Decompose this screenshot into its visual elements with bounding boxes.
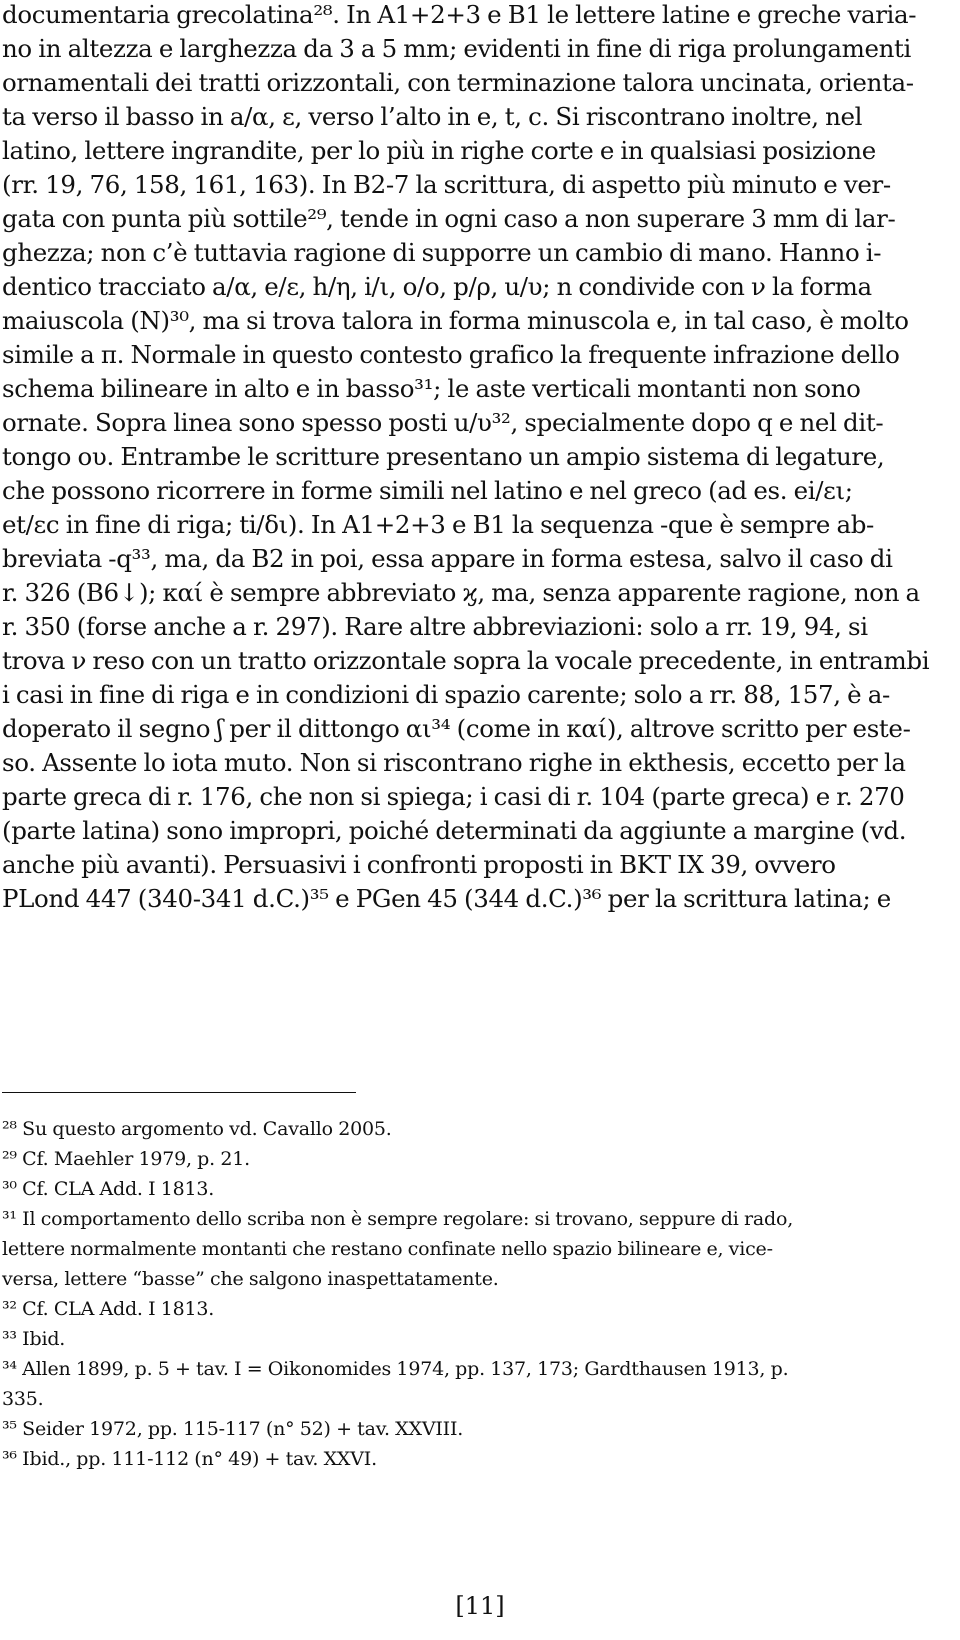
body-line: anche più avanti). Persuasivi i confronti proposti in BKT IX 39, ovvero [2,850,836,879]
footnote-line: ³⁴ Allen 1899, p. 5 + tav. I = Oikonomides 1974, pp. 137, 173; Gardthausen 1913, p. [2,1358,789,1380]
body-line: i casi in fine di riga e in condizioni di spazio carente; solo a rr. 88, 157, è a- [2,680,890,709]
body-line: schema bilineare in alto e in basso³¹; le aste verticali montanti non sono [2,374,861,403]
footnote-line: ³¹ Il comportamento dello scriba non è sempre regolare: si trovano, seppure di rado, [2,1208,794,1230]
body-line: che possono ricorrere in forme simili nel latino e nel greco (ad es. ei/ει; [2,476,853,505]
body-line: r. 326 (B6↓); καί è sempre abbreviato ϗ, ma, senza apparente ragione, non a [2,578,920,607]
body-line: parte greca di r. 176, che non si spiega; i casi di r. 104 (parte greca) e r. 270 [2,782,905,811]
footnote-line: ²⁹ Cf. Maehler 1979, p. 21. [2,1148,250,1170]
footnote-line: ³² Cf. CLA Add. I 1813. [2,1298,215,1320]
body-line: trova ν reso con un tratto orizzontale sopra la vocale precedente, in entrambi [2,646,930,675]
body-line: et/εc in fine di riga; ti/δι). In A1+2+3 e B1 la sequenza -que è sempre ab- [2,510,874,539]
body-line: simile a π. Normale in questo contesto grafico la frequente infrazione dello [2,340,900,369]
footnote-line: ²⁸ Su questo argomento vd. Cavallo 2005. [2,1118,392,1140]
body-line: ghezza; non c’è tuttavia ragione di supporre un cambio di mano. Hanno i- [2,238,882,267]
footnote-line: versa, lettere “basse” che salgono inaspettatamente. [2,1268,499,1290]
footnote-line: ³³ Ibid. [2,1328,66,1350]
body-line: so. Assente lo iota muto. Non si riscontrano righe in ekthesis, eccetto per la [2,748,906,777]
body-line: documentaria grecolatina²⁸. In A1+2+3 e B1 le lettere latine e greche varia- [2,0,917,29]
body-line: (parte latina) sono impropri, poiché determinati da aggiunte a margine (vd. [2,816,907,845]
body-line: PLond 447 (340-341 d.C.)³⁵ e PGen 45 (344 d.C.)³⁶ per la scrittura latina; e [2,884,891,913]
body-line: doperato il segno ʃ per il dittongo αι³⁴ (come in καί), altrove scritto per este- [2,714,911,743]
body-line: (rr. 19, 76, 158, 161, 163). In B2-7 la scrittura, di aspetto più minuto e ver- [2,170,891,199]
footnote-line: ³⁰ Cf. CLA Add. I 1813. [2,1178,215,1200]
page-number: [11] [455,1592,505,1620]
body-line: gata con punta più sottile²⁹, tende in ogni caso a non superare 3 mm di lar- [2,204,896,233]
body-line: ornate. Sopra linea sono spesso posti u/υ³², specialmente dopo q e nel dit- [2,408,884,437]
footnote-line: ³⁵ Seider 1972, pp. 115-117 (n° 52) + tav. XXVIII. [2,1418,464,1440]
body-line: dentico tracciato a/α, e/ε, h/η, i/ι, o/ο, p/ρ, u/υ; n condivide con ν la forma [2,272,872,301]
body-line: maiuscola (N)³⁰, ma si trova talora in forma minuscola e, in tal caso, è molto [2,306,909,335]
body-line: tongo ου. Entrambe le scritture presentano un ampio sistema di legature, [2,442,885,471]
footnote-line: lettere normalmente montanti che restano confinate nello spazio bilineare e, vice- [2,1238,773,1260]
body-line: ta verso il basso in a/α, ε, verso l’alto in e, t, c. Si riscontrano inoltre, nel [2,102,863,131]
footnote-separator [2,1092,356,1093]
body-line: no in altezza e larghezza da 3 a 5 mm; evidenti in fine di riga prolungamenti [2,34,912,63]
body-line: latino, lettere ingrandite, per lo più in righe corte e in qualsiasi posizione [2,136,876,165]
body-line: ornamentali dei tratti orizzontali, con terminazione talora uncinata, orienta- [2,68,914,97]
body-line: r. 350 (forse anche a r. 297). Rare altre abbreviazioni: solo a rr. 19, 94, si [2,612,868,641]
body-line: breviata -q³³, ma, da B2 in poi, essa appare in forma estesa, salvo il caso di [2,544,893,573]
footnote-line: 335. [2,1388,44,1410]
footnote-line: ³⁶ Ibid., pp. 111-112 (n° 49) + tav. XXVI. [2,1448,377,1470]
